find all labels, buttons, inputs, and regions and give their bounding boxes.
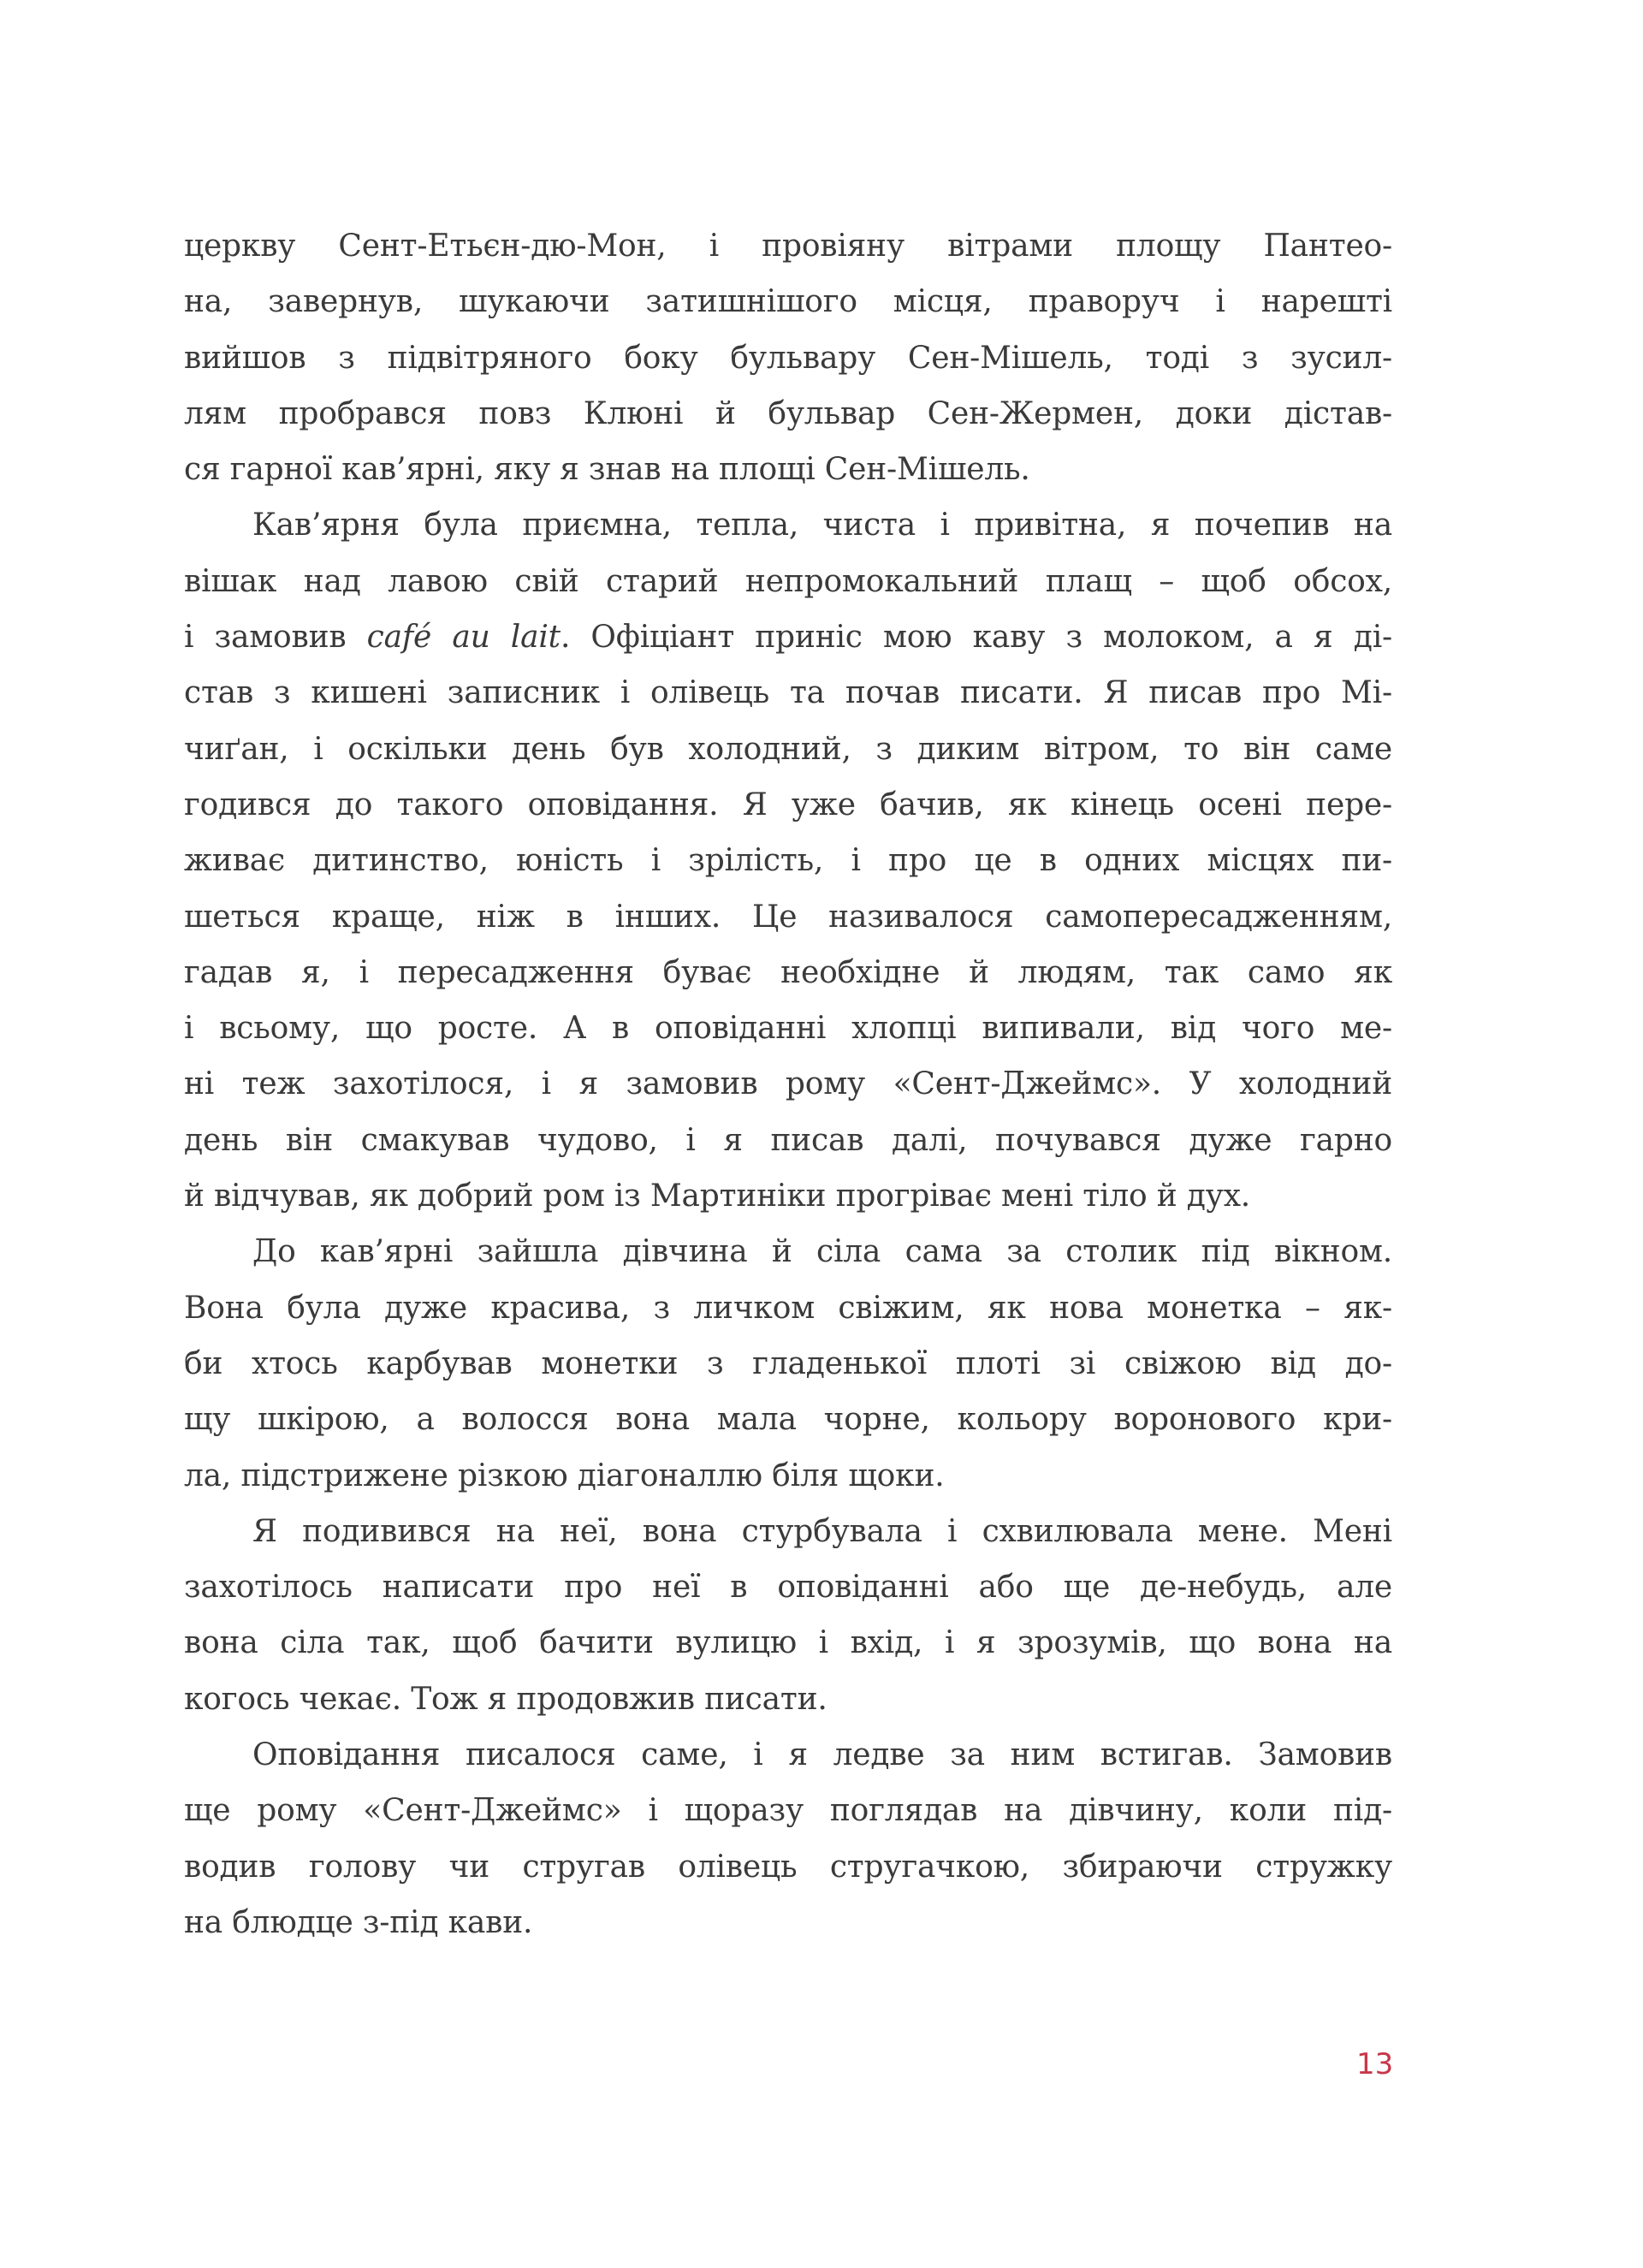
paragraph <box>184 1224 1392 1503</box>
text-run: і замовив <box>184 620 367 656</box>
text-line: би хтось карбував монетки з гладенької плоті зі свіжою від до- <box>184 1345 1392 1381</box>
text-line: Вона була дуже красива, з личком свіжим, як нова монетка – як- <box>184 1290 1392 1326</box>
italic-phrase: café au lait <box>366 620 561 656</box>
text-line: щу шкірою, а волосся вона мала чорне, кольору воронового кри- <box>184 1402 1392 1438</box>
text-line: на, завернув, шукаючи затишнішого місця, праворуч і нарешті <box>184 284 1392 320</box>
text-line: шеться краще, ніж в інших. Це називалося самопересадженням, <box>184 899 1392 935</box>
text-line: церкву Сент-Етьєн-дю-Мон, і провіяну вітрами площу Пантео- <box>184 229 1392 264</box>
text-line: ся гарної кав’ярні, яку я знав на площі Сен-Мішель. <box>184 452 1030 488</box>
text-line: ла, підстрижене різкою діагоналлю біля щоки. <box>184 1458 945 1493</box>
text-line: живає дитинство, юність і зрілість, і про це в одних місцях пи- <box>184 843 1392 879</box>
paragraph <box>184 218 1392 497</box>
paragraph <box>184 497 1392 1224</box>
text-line: вона сіла так, щоб бачити вулицю і вхід, і я зрозумів, що вона на <box>184 1625 1392 1661</box>
text-line: гадав я, і пересадження буває необхідне й людям, так само як <box>184 954 1392 990</box>
text-line: день він смакував чудово, і я писав далі, почувався дуже гарно <box>184 1122 1392 1158</box>
paragraph <box>184 1504 1392 1727</box>
body-text <box>184 218 1392 1950</box>
text-line: чиґан, і оскільки день був холодний, з диким вітром, то він саме <box>184 731 1392 767</box>
text-line: лям пробрався повз Клюні й бульвар Сен-Жермен, доки дістав- <box>184 395 1392 431</box>
text-line: захотілось написати про неї в оповіданні або ще де-небудь, але <box>184 1570 1392 1606</box>
text-run: . Офіціант приніс мою каву з молоком, а я ді- <box>560 620 1392 656</box>
text-line: ні теж захотілося, і я замовив рому «Сент-Джеймс». У холодний <box>184 1066 1392 1102</box>
text-line: й відчував, як добрий ром із Мартиніки прогріває мені тіло й дух. <box>184 1179 1251 1214</box>
text-line: водив голову чи стругав олівець стругачкою, збираючи стружку <box>184 1849 1392 1885</box>
text-line: на блюдце з-під кави. <box>184 1904 533 1940</box>
text-line: когось чекає. Тож я продовжив писати. <box>184 1681 827 1717</box>
text-line: і всьому, що росте. А в оповіданні хлопці випивали, від чого ме- <box>184 1011 1392 1047</box>
paragraph <box>184 1727 1392 1950</box>
text-line: Оповідання писалося саме, і я ледве за ним встигав. Замовив <box>252 1737 1392 1773</box>
text-line: годився до такого оповідання. Я уже бачив, як кінець осені пере- <box>184 787 1392 822</box>
text-line: Я подивився на неї, вона стурбувала і схвилювала мене. Мені <box>252 1513 1392 1549</box>
text-line: До кав’ярні зайшла дівчина й сіла сама за столик під вікном. <box>252 1234 1392 1270</box>
text-line: ще рому «Сент-Джеймс» і щоразу поглядав на дівчину, коли під- <box>184 1793 1392 1829</box>
text-line: став з кишені записник і олівець та почав писати. Я писав про Мі- <box>184 675 1392 711</box>
text-line <box>184 609 1392 665</box>
text-line: вішак над лавою свій старий непромокальний плащ – щоб обсох, <box>184 563 1392 599</box>
page-number: 13 <box>1356 2047 1394 2081</box>
text-line: Кав’ярня була приємна, тепла, чиста і привітна, я почепив на <box>252 508 1392 543</box>
text-line: вийшов з підвітряного боку бульвару Сен-Мішель, тоді з зусил- <box>184 340 1392 376</box>
